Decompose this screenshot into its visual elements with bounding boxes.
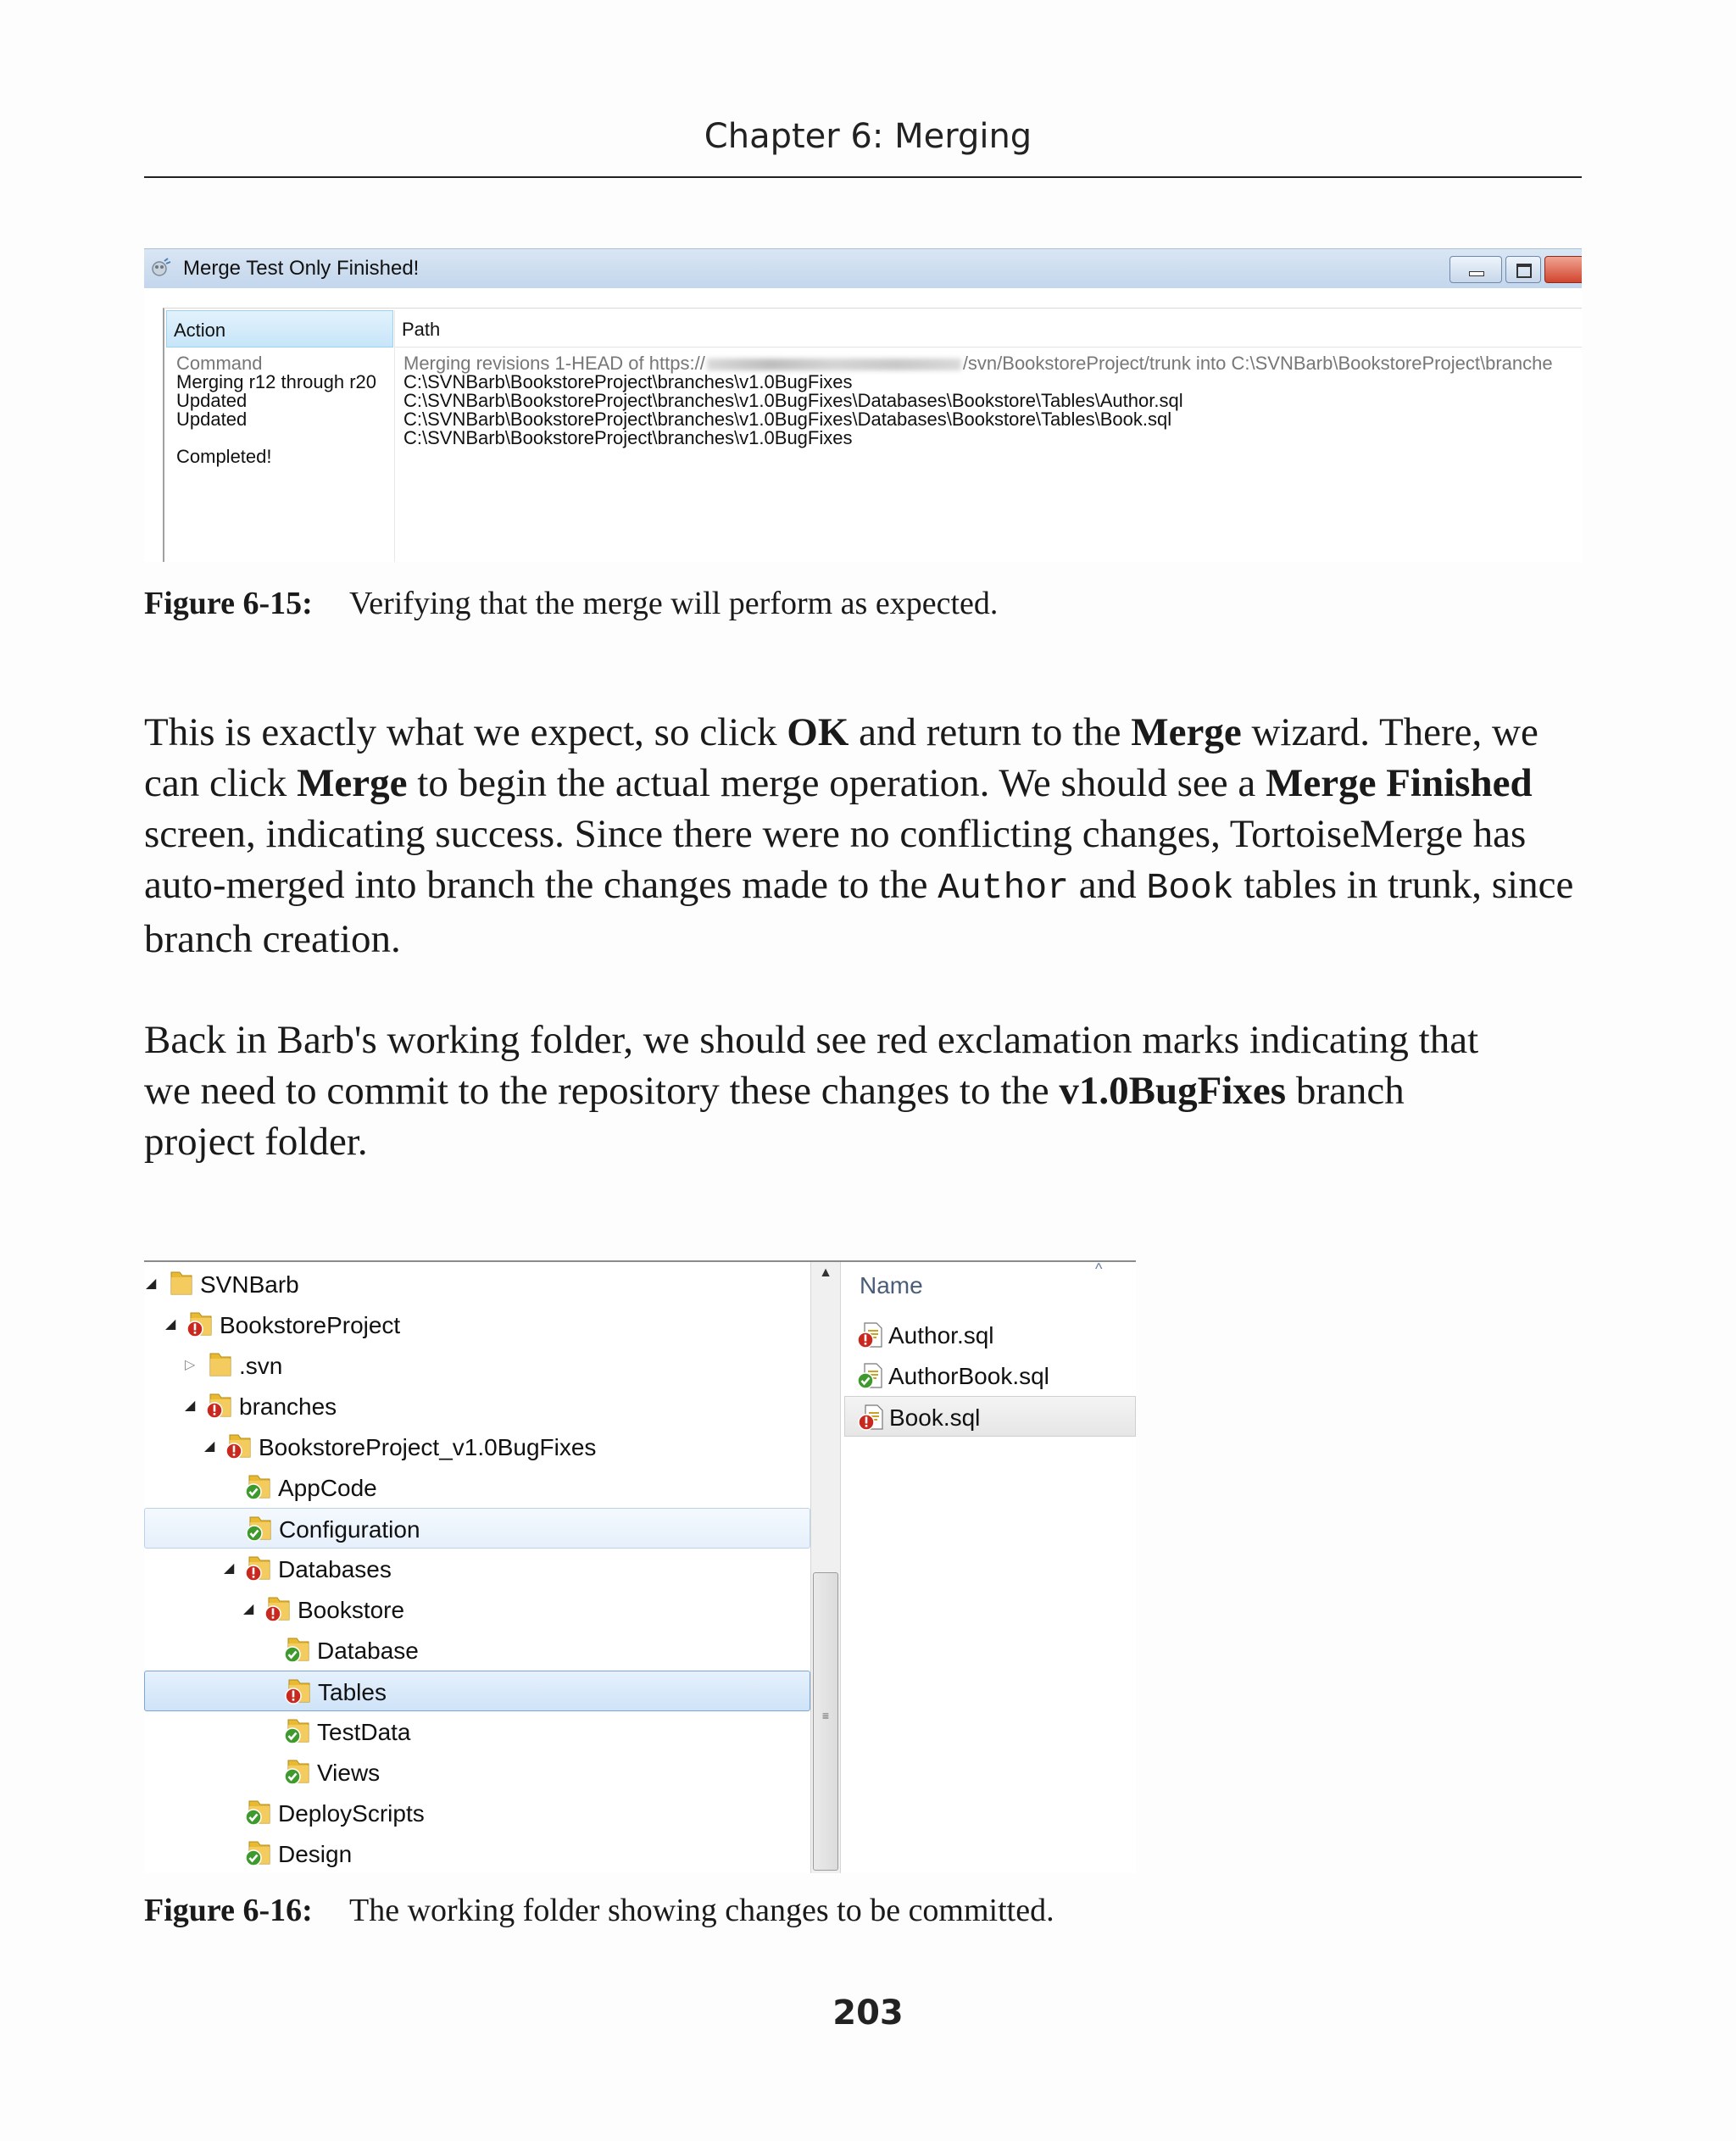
header-rule bbox=[144, 176, 1582, 178]
tree-item-label: .svn bbox=[239, 1353, 283, 1379]
tree-item[interactable] bbox=[144, 1630, 810, 1671]
column-divider bbox=[394, 310, 395, 562]
branch-name: v1.0BugFixes bbox=[1059, 1069, 1287, 1113]
normal-folder-icon bbox=[283, 1757, 312, 1786]
log-action: Updated bbox=[176, 390, 248, 411]
text: branch project folder. bbox=[144, 1069, 1405, 1164]
merge-label: Merge bbox=[297, 761, 408, 805]
file-list bbox=[841, 1262, 1136, 1873]
text: Back in Barb's working folder, we should see red exclamation marks indicating that we need to commit to the repository these changes to the bbox=[144, 1018, 1479, 1113]
figure-16-text: The working folder showing changes to be committed. bbox=[349, 1893, 1054, 1928]
explorer-window bbox=[144, 1260, 1136, 1873]
folder-icon bbox=[205, 1350, 234, 1379]
tree-item-label: branches bbox=[239, 1393, 337, 1420]
redacted-host bbox=[707, 359, 961, 370]
expanded-arrow-icon[interactable]: ◢ bbox=[146, 1276, 157, 1291]
merge-label: Merge bbox=[1131, 710, 1242, 754]
code-book: Book bbox=[1146, 867, 1234, 909]
figure-15-text: Verifying that the merge will perform as expected. bbox=[349, 586, 999, 621]
body-paragraph-1 bbox=[144, 707, 1585, 965]
figure-16-label: Figure 6-16: bbox=[144, 1893, 313, 1928]
expanded-arrow-icon[interactable]: ◢ bbox=[185, 1399, 196, 1413]
text: This is exactly what we expect, so click bbox=[144, 710, 787, 754]
normal-folder-icon bbox=[244, 1472, 273, 1501]
tree-item-label: Configuration bbox=[279, 1516, 420, 1543]
tree-item[interactable] bbox=[144, 1508, 810, 1549]
normal-folder-icon bbox=[244, 1838, 273, 1867]
text: and return to the bbox=[849, 710, 1132, 754]
file-item-label: Author.sql bbox=[888, 1322, 994, 1349]
log-action: Completed! bbox=[176, 446, 272, 467]
body-paragraph-2 bbox=[144, 1015, 1500, 1167]
tree-item[interactable] bbox=[144, 1752, 810, 1793]
tree-scrollbar[interactable] bbox=[810, 1262, 841, 1873]
log-path: C:\SVNBarb\BookstoreProject\branches\v1.0BugFixes bbox=[403, 427, 853, 448]
tree-item-label: SVNBarb bbox=[200, 1271, 299, 1298]
tree-item[interactable] bbox=[144, 1589, 810, 1630]
figure-15-caption bbox=[144, 585, 998, 622]
modified-folder-icon bbox=[186, 1310, 214, 1338]
tree-item[interactable] bbox=[144, 1386, 810, 1426]
tree-item[interactable] bbox=[144, 1467, 810, 1508]
expanded-arrow-icon[interactable]: ◢ bbox=[224, 1561, 235, 1576]
text: to begin the actual merge operation. We should see a bbox=[407, 761, 1266, 805]
merge-dialog bbox=[144, 248, 1582, 562]
collapsed-arrow-icon[interactable]: ▷ bbox=[185, 1358, 196, 1372]
scroll-up-arrow-icon[interactable]: ▲ bbox=[819, 1265, 832, 1280]
tree-item-label: DeployScripts bbox=[278, 1800, 425, 1827]
file-item-label: Book.sql bbox=[889, 1404, 981, 1431]
tree-item-label: Bookstore bbox=[298, 1597, 405, 1623]
tree-item-label: Tables bbox=[318, 1679, 387, 1705]
modified-folder-icon bbox=[205, 1391, 234, 1420]
log-action: Updated bbox=[176, 409, 248, 430]
normal-folder-icon bbox=[245, 1514, 274, 1543]
merge-log-table bbox=[163, 308, 1582, 562]
modified-folder-icon bbox=[244, 1554, 273, 1582]
modified-file-icon bbox=[856, 1321, 885, 1349]
file-item[interactable] bbox=[844, 1355, 1136, 1396]
log-path-prefix: Merging revisions 1-HEAD of https:// bbox=[403, 353, 705, 374]
log-path: C:\SVNBarb\BookstoreProject\branches\v1.0BugFixes bbox=[403, 371, 853, 392]
log-action: Merging r12 through r20 bbox=[176, 371, 377, 392]
sort-ascending-icon: ^ bbox=[1095, 1260, 1103, 1277]
text: tables in trunk, since branch creation. bbox=[144, 863, 1574, 961]
figure-16-caption bbox=[144, 1892, 1054, 1929]
tree-item-label: Databases bbox=[278, 1556, 392, 1582]
merge-finished-label: Merge Finished bbox=[1266, 761, 1533, 805]
text: wizard. There, we can click bbox=[144, 710, 1538, 805]
normal-folder-icon bbox=[283, 1716, 312, 1745]
folder-tree bbox=[144, 1262, 810, 1873]
log-path: C:\SVNBarb\BookstoreProject\branches\v1.0BugFixes\Databases\Bookstore\Tables\Book.sql bbox=[403, 409, 1172, 430]
maximize-button[interactable] bbox=[1505, 256, 1541, 283]
log-action: Command bbox=[176, 353, 263, 374]
tree-item-label: BookstoreProject bbox=[220, 1312, 401, 1338]
tree-item[interactable] bbox=[144, 1793, 810, 1833]
modified-file-icon bbox=[857, 1403, 886, 1432]
code-author: Author bbox=[938, 867, 1070, 909]
minimize-button[interactable] bbox=[1449, 256, 1502, 283]
tree-item-label: Database bbox=[317, 1638, 419, 1664]
folder-icon bbox=[166, 1269, 195, 1298]
expanded-arrow-icon[interactable]: ◢ bbox=[165, 1317, 176, 1332]
modified-folder-icon bbox=[264, 1594, 292, 1623]
tree-item[interactable] bbox=[144, 1345, 810, 1386]
tree-item[interactable] bbox=[144, 1671, 810, 1711]
tree-item[interactable] bbox=[144, 1426, 810, 1467]
column-header-action[interactable]: Action bbox=[166, 310, 393, 348]
tree-item-label: Design bbox=[278, 1841, 353, 1867]
ok-label: OK bbox=[787, 710, 849, 754]
file-item[interactable] bbox=[844, 1315, 1136, 1355]
grip-icon: ≡ bbox=[821, 1709, 830, 1722]
tortoise-merge-icon bbox=[149, 257, 171, 279]
normal-file-icon bbox=[856, 1361, 885, 1390]
tree-item[interactable] bbox=[144, 1549, 810, 1589]
text: screen, indicating success. Since there were no conflicting changes, TortoiseMerge has auto-merged into branch the changes made to the bbox=[144, 812, 1527, 907]
file-item[interactable] bbox=[844, 1396, 1136, 1437]
expanded-arrow-icon[interactable]: ◢ bbox=[243, 1602, 254, 1616]
column-header-path[interactable]: Path bbox=[395, 310, 1582, 348]
figure-15-label: Figure 6-15: bbox=[144, 586, 313, 621]
merge-dialog-titlebar[interactable] bbox=[144, 248, 1582, 288]
tree-item[interactable] bbox=[144, 1264, 810, 1304]
tree-item-label: AppCode bbox=[278, 1475, 377, 1501]
merge-dialog-title: Merge Test Only Finished! bbox=[183, 257, 420, 280]
tree-item[interactable] bbox=[144, 1304, 810, 1345]
page-number: 203 bbox=[832, 1994, 904, 2033]
modified-folder-icon bbox=[225, 1432, 253, 1460]
tree-item-label: Views bbox=[317, 1760, 381, 1786]
chapter-title: Chapter 6: Merging bbox=[704, 117, 1032, 156]
close-button[interactable] bbox=[1544, 256, 1582, 283]
tree-item-label: BookstoreProject_v1.0BugFixes bbox=[259, 1434, 597, 1460]
log-path: C:\SVNBarb\BookstoreProject\branches\v1.0BugFixes\Databases\Bookstore\Tables\Author.sql bbox=[403, 390, 1183, 411]
file-item-label: AuthorBook.sql bbox=[888, 1363, 1049, 1389]
normal-folder-icon bbox=[283, 1635, 312, 1664]
modified-folder-icon bbox=[284, 1677, 313, 1705]
log-path-suffix: /svn/BookstoreProject/trunk into C:\SVNBarb\BookstoreProject\branche bbox=[962, 353, 1553, 374]
tree-item-label: TestData bbox=[317, 1719, 411, 1745]
tree-item[interactable] bbox=[144, 1833, 810, 1873]
column-header-name[interactable]: Name bbox=[860, 1272, 923, 1299]
text: and bbox=[1069, 863, 1147, 907]
expanded-arrow-icon[interactable]: ◢ bbox=[204, 1439, 215, 1454]
normal-folder-icon bbox=[244, 1798, 273, 1827]
tree-item[interactable] bbox=[144, 1711, 810, 1752]
scrollbar-thumb[interactable] bbox=[813, 1572, 838, 1871]
